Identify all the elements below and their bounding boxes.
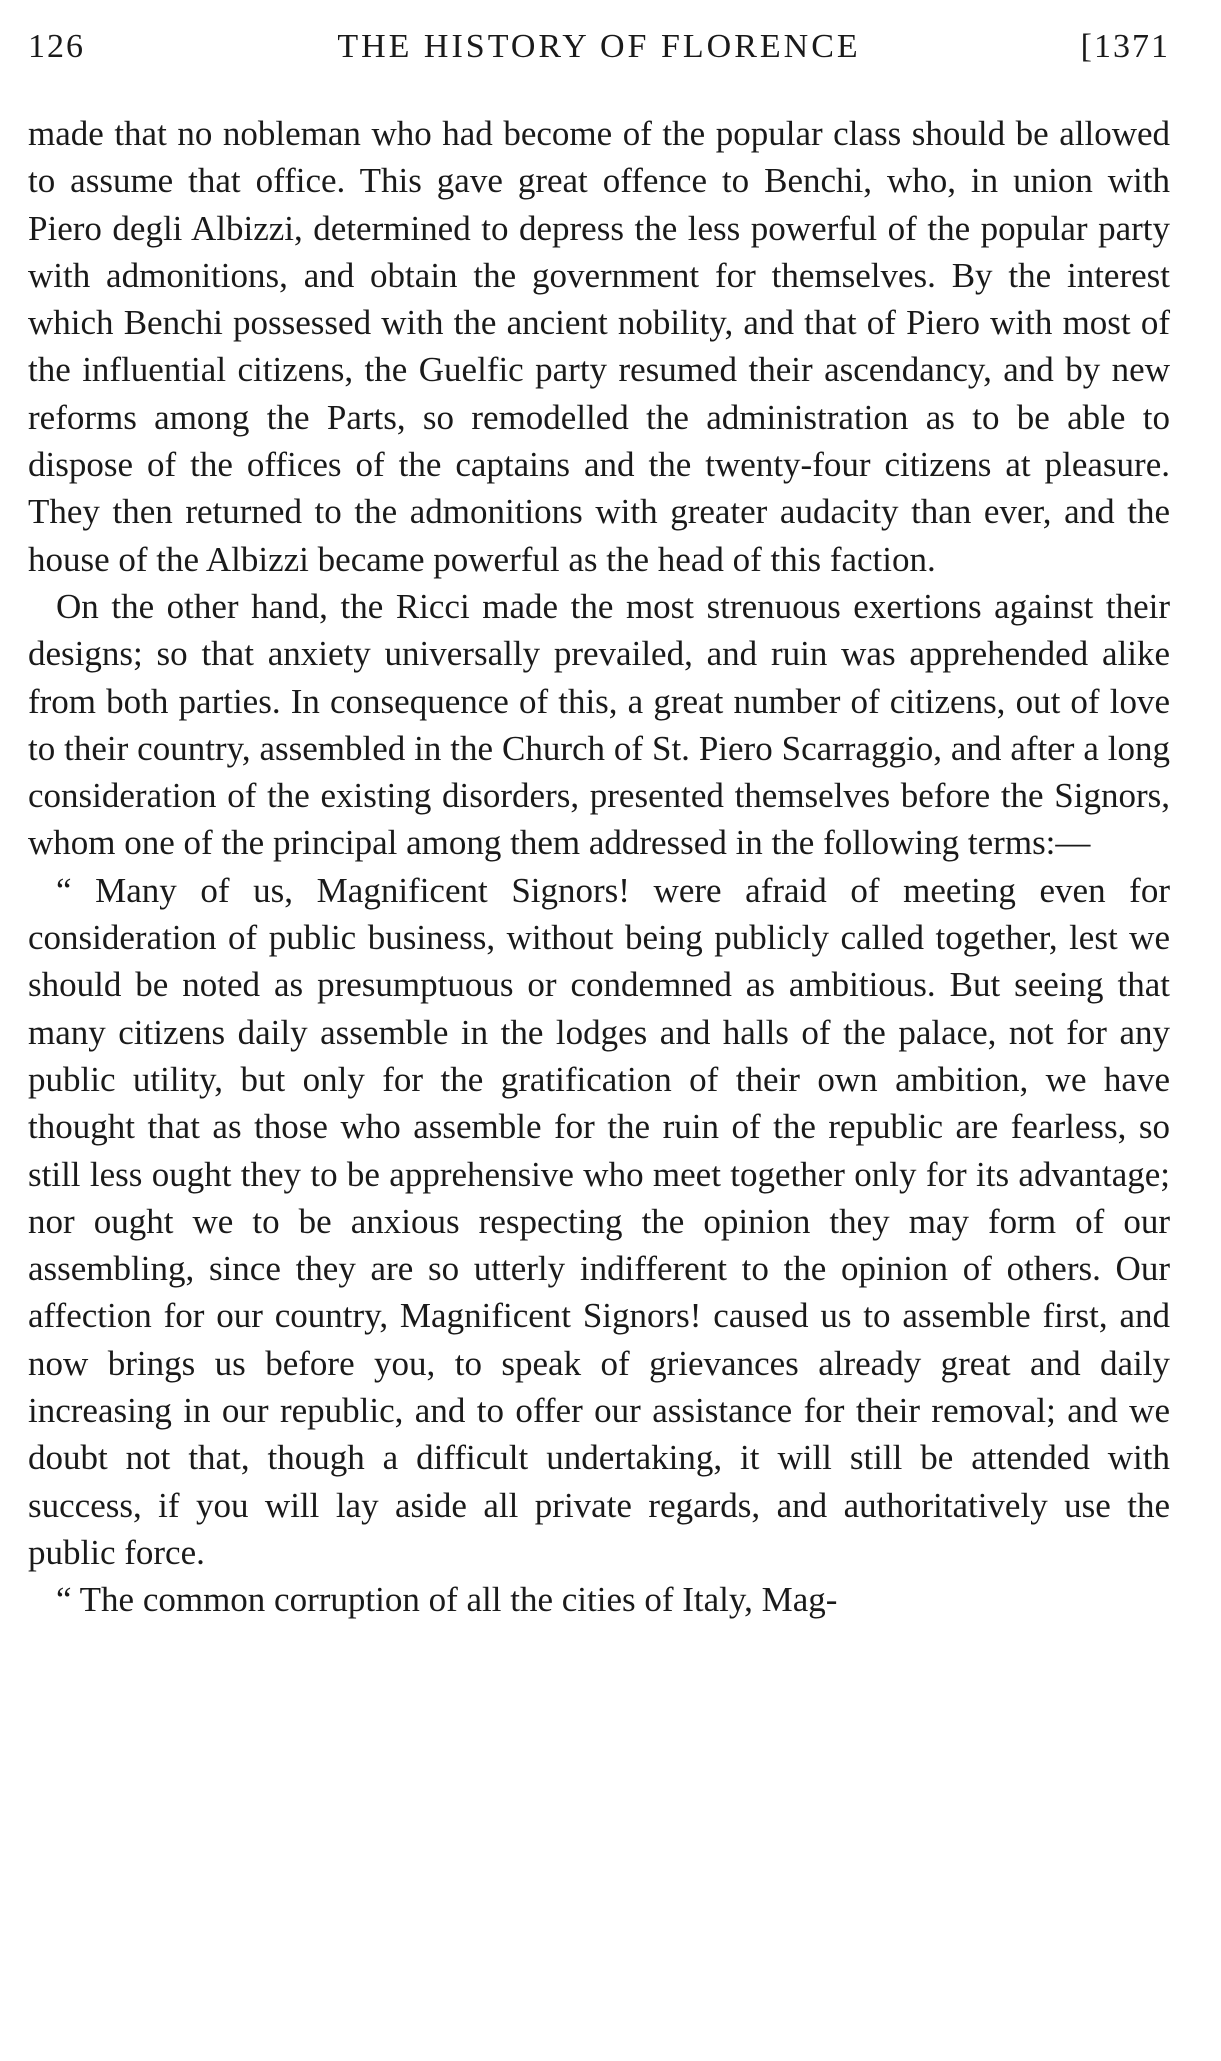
body-text <box>28 110 1170 1624</box>
page-number: 126 <box>28 28 85 65</box>
paragraph-continuation: made that no nobleman who had become of the popular class should be allowed to assume that office. This gave great offence to Benchi, who, in union with Piero degli Albizzi, determined to depress the less powerful of the popular party with admonitions, and obtain the government for themselves. By the interest which Benchi possessed with the ancient nobility, and that of Piero with most of the influential citizens, the Guelfic party resumed their ascendancy, and by new reforms among the Parts, so remodelled the administration as to be able to dispose of the offices of the captains and the twenty-four citizens at pleasure. They then returned to the admonitions with greater audacity than ever, and the house of the Albizzi became powerful as the head of this faction. <box>28 114 1170 579</box>
running-head <box>28 28 1170 78</box>
paragraph-speech-continued: “ The common corruption of all the cities of Italy, Mag- <box>56 1580 838 1620</box>
paragraph-ricci: On the other hand, the Ricci made the most strenuous exertions against their designs; so that anxiety universally prevailed, and ruin was apprehended alike from both parties. In consequence of this, a great number of citizens, out of love to their country, assembled in the Church of St. Piero Scarraggio, and after a long consideration of the existing disorders, presented themselves before the Signors, whom one of the principal among them addressed in the following terms:— <box>28 586 1170 863</box>
paragraph-speech: “ Many of us, Magnificent Signors! were afraid of meeting even for consideration of public business, without being publicly called together, lest we should be noted as presumptuous or condemned as ambitious. But seeing that many citizens daily assemble in the lodges and halls of the palace, not for any public utility, but only for the gratification of their own ambition, we have thought that as those who assemble for the ruin of the republic are fearless, so still less ought they to be apprehensive who meet together only for its advantage; nor ought we to be anxious respecting the opinion they may form of our assembling, since they are so utterly indifferent to the opinion of others. Our affection for our country, Magnificent Signors! caused us to assemble first, and now brings us before you, to speak of grievances already great and daily increasing in our republic, and to offer our assistance for their removal; and we doubt not that, though a difficult undertaking, it will still be attended with success, if you will lay aside all private regards, and authoritatively use the public force. <box>28 870 1170 1572</box>
running-year: [1371 <box>1080 28 1170 65</box>
running-title: THE HISTORY OF FLORENCE <box>337 28 861 65</box>
